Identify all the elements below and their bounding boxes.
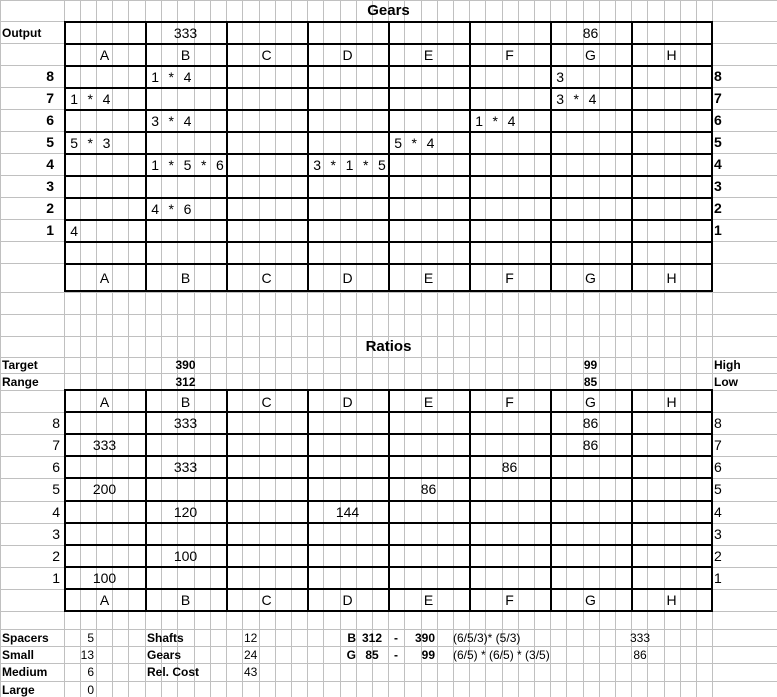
count-label-spacers[interactable]: Spacers (2, 630, 49, 645)
gears-col-header-f[interactable]: F (505, 46, 514, 63)
gear-cell-7-a-2[interactable]: 4 (102, 90, 111, 107)
range-high-b[interactable]: 390 (414, 630, 435, 645)
ratios-row-label-right-2[interactable]: 2 (714, 548, 722, 564)
range-high-g[interactable]: 99 (421, 647, 435, 662)
ratios-col-footer-c[interactable]: C (261, 592, 272, 608)
range-shaft-b[interactable]: B (347, 630, 356, 645)
ratios-row-label-8[interactable]: 8 (52, 415, 60, 431)
gear-cell-6-f-2[interactable]: 4 (507, 112, 516, 129)
ratio-value-5-e[interactable]: 86 (420, 481, 437, 497)
ratios-col-footer-f[interactable]: F (505, 592, 514, 608)
gear-cell-4-d-3[interactable]: * (362, 156, 369, 173)
gear-cell-4-b-4[interactable]: 6 (215, 156, 224, 173)
gear-cell-6-b-2[interactable]: 4 (183, 112, 192, 129)
ratio-value-4-b[interactable]: 120 (173, 504, 198, 520)
gears-row-label-right-6[interactable]: 6 (714, 112, 722, 128)
ratios-col-header-b[interactable]: B (180, 393, 191, 410)
ratio-value-4-d[interactable]: 144 (335, 504, 360, 520)
gears-col-footer-d[interactable]: D (342, 269, 353, 286)
gear-cell-4-b-2[interactable]: 5 (183, 156, 192, 173)
gear-cell-4-d-4[interactable]: 5 (377, 156, 386, 173)
gears-row-label-7[interactable]: 7 (46, 90, 54, 106)
gears-col-footer-c[interactable]: C (261, 269, 272, 286)
gears-table-border (64, 175, 713, 177)
gear-cell-6-b-1[interactable]: * (168, 112, 174, 129)
ratios-col-footer-b[interactable]: B (180, 592, 191, 608)
ratios-row-label-4[interactable]: 4 (52, 504, 60, 520)
gears-row-label-1[interactable]: 1 (46, 222, 54, 238)
ratios-col-header-a[interactable]: A (99, 393, 110, 410)
gear-cell-2-b-0[interactable]: 4 (151, 200, 159, 217)
gear-cell-6-f-1[interactable]: * (492, 112, 498, 129)
gears-col-header-c[interactable]: C (261, 46, 272, 63)
output-value-b[interactable]: 333 (173, 25, 198, 41)
ratios-col-header-e[interactable]: E (423, 393, 434, 410)
ratios-row-label-2[interactable]: 2 (52, 548, 60, 564)
gears-row-label-5[interactable]: 5 (46, 134, 54, 150)
gears-row-label-4[interactable]: 4 (46, 156, 54, 172)
stat-label-gears[interactable]: Gears (147, 647, 182, 662)
ratios-col-header-d[interactable]: D (342, 393, 353, 410)
ratios-row-label-right-5[interactable]: 5 (714, 481, 722, 497)
gridline-horizontal (0, 681, 777, 682)
gear-cell-5-e-0[interactable]: 5 (394, 134, 402, 151)
count-label-large[interactable]: Large (2, 682, 35, 697)
ratios-row-label-right-4[interactable]: 4 (714, 504, 722, 520)
gears-row-label-2[interactable]: 2 (46, 200, 54, 216)
stat-label-rel-cost[interactable]: Rel. Cost (147, 664, 200, 679)
output-label[interactable]: Output (2, 26, 42, 40)
low-label[interactable]: Low (714, 374, 738, 389)
gears-row-label-right-2[interactable]: 2 (714, 200, 722, 216)
gear-cell-4-b-3[interactable]: * (200, 156, 207, 173)
gear-cell-8-g-0[interactable]: 3 (556, 68, 564, 85)
ratio-value-8-g[interactable]: 86 (582, 415, 599, 431)
count-value-medium[interactable]: 6 (87, 664, 94, 679)
gears-row-label-8[interactable]: 8 (46, 68, 54, 84)
range-sep-b[interactable]: - (394, 630, 398, 645)
gear-cell-4-d-0[interactable]: 3 (313, 156, 321, 173)
gear-cell-4-d-1[interactable]: * (330, 156, 336, 173)
stat-value-shafts[interactable]: 12 (244, 630, 258, 645)
ratios-col-footer-a[interactable]: A (99, 592, 110, 608)
range-label[interactable]: Range (2, 374, 39, 389)
gears-col-header-b[interactable]: B (180, 46, 191, 63)
gears-col-header-a[interactable]: A (99, 46, 110, 63)
range-formula-b[interactable]: (6/5/3)* (5/3) (453, 630, 521, 645)
gear-cell-8-b-0[interactable]: 1 (151, 68, 159, 85)
gear-cell-5-a-2[interactable]: 3 (102, 134, 111, 151)
gears-table-border (64, 131, 713, 133)
ratio-value-1-a[interactable]: 100 (92, 570, 117, 586)
ratios-row-label-5[interactable]: 5 (52, 481, 60, 497)
ratio-value-2-b[interactable]: 100 (173, 548, 198, 564)
stat-value-rel-cost[interactable]: 43 (244, 664, 258, 679)
gear-cell-5-e-1[interactable]: * (411, 134, 417, 151)
gridline-horizontal (0, 292, 777, 293)
gear-cell-7-a-1[interactable]: * (87, 90, 93, 107)
gear-cell-7-g-1[interactable]: * (573, 90, 579, 107)
gear-cell-5-a-0[interactable]: 5 (70, 134, 78, 151)
ratio-value-6-b[interactable]: 333 (173, 459, 198, 475)
ratio-value-6-f[interactable]: 86 (501, 459, 518, 475)
gridline-horizontal (0, 373, 777, 374)
ratio-value-7-a[interactable]: 333 (92, 437, 117, 453)
gears-col-header-g[interactable]: G (585, 46, 596, 63)
target-value-b[interactable]: 390 (175, 358, 196, 372)
gears-col-footer-f[interactable]: F (505, 269, 514, 286)
stat-value-gears[interactable]: 24 (244, 647, 258, 662)
gear-cell-1-a-0[interactable]: 4 (70, 222, 78, 239)
range-formula-g[interactable]: (6/5) * (6/5) * (3/5) (453, 647, 550, 662)
gear-cell-4-b-1[interactable]: * (168, 156, 174, 173)
range-low-g[interactable]: 85 (365, 647, 379, 662)
count-value-small[interactable]: 13 (80, 647, 94, 662)
range-result-g[interactable]: 86 (633, 647, 647, 662)
count-value-spacers[interactable]: 5 (87, 630, 94, 645)
ratios-row-label-7[interactable]: 7 (52, 437, 60, 453)
gears-table-border (64, 87, 713, 89)
gridline-horizontal (0, 357, 777, 358)
ratios-row-label-right-1[interactable]: 1 (714, 570, 722, 586)
gear-cell-5-a-1[interactable]: * (87, 134, 93, 151)
target-label[interactable]: Target (2, 358, 38, 372)
ratios-col-header-c[interactable]: C (261, 393, 272, 410)
gears-col-footer-b[interactable]: B (180, 269, 191, 286)
range-sep-g[interactable]: - (394, 647, 398, 662)
ratios-col-footer-g[interactable]: G (585, 592, 596, 608)
gear-cell-8-b-1[interactable]: * (168, 68, 174, 85)
gridline-horizontal (0, 663, 777, 664)
gears-col-header-h[interactable]: H (666, 46, 677, 63)
gears-col-header-d[interactable]: D (342, 46, 353, 63)
range-value-g[interactable]: 85 (583, 374, 598, 389)
gears-title[interactable]: Gears (367, 2, 410, 19)
ratios-row-label-3[interactable]: 3 (52, 526, 60, 542)
ratios-row-label-right-7[interactable]: 7 (714, 437, 722, 453)
ratios-row-label-right-3[interactable]: 3 (714, 526, 722, 542)
ratios-title[interactable]: Ratios (365, 338, 412, 355)
gear-cell-4-b-0[interactable]: 1 (151, 156, 159, 173)
range-low-b[interactable]: 312 (361, 630, 383, 645)
ratios-row-label-6[interactable]: 6 (52, 459, 60, 475)
gears-table-border (64, 241, 713, 243)
gear-cell-6-b-0[interactable]: 3 (151, 112, 159, 129)
ratios-row-label-right-6[interactable]: 6 (714, 459, 722, 475)
gears-row-label-3[interactable]: 3 (46, 178, 54, 194)
gears-col-footer-h[interactable]: H (666, 269, 677, 286)
gear-cell-2-b-2[interactable]: 6 (183, 200, 192, 217)
ratios-row-label-right-8[interactable]: 8 (714, 415, 722, 431)
gear-cell-7-a-0[interactable]: 1 (70, 90, 78, 107)
output-value-g[interactable]: 86 (582, 25, 599, 41)
gear-cell-7-g-0[interactable]: 3 (556, 90, 564, 107)
gears-row-label-right-3[interactable]: 3 (714, 178, 722, 194)
range-shaft-g[interactable]: G (346, 647, 356, 662)
ratio-value-5-a[interactable]: 200 (92, 481, 117, 497)
gear-cell-5-e-2[interactable]: 4 (426, 134, 435, 151)
gears-col-footer-e[interactable]: E (423, 269, 434, 286)
gears-row-label-right-1[interactable]: 1 (714, 222, 722, 238)
count-label-medium[interactable]: Medium (2, 664, 48, 679)
gears-table-border (64, 219, 713, 221)
gear-cell-8-b-2[interactable]: 4 (183, 68, 192, 85)
gears-col-footer-a[interactable]: A (99, 269, 110, 286)
high-label[interactable]: High (714, 358, 741, 372)
ratio-value-8-b[interactable]: 333 (173, 415, 198, 431)
range-value-b[interactable]: 312 (175, 374, 196, 389)
ratios-col-header-f[interactable]: F (505, 393, 514, 410)
target-value-g[interactable]: 99 (583, 358, 598, 372)
stat-label-shafts[interactable]: Shafts (147, 630, 184, 645)
gears-row-label-right-8[interactable]: 8 (714, 68, 722, 84)
count-value-large[interactable]: 0 (87, 682, 94, 697)
gears-row-label-right-7[interactable]: 7 (714, 90, 722, 106)
gears-row-label-6[interactable]: 6 (46, 112, 54, 128)
ratios-row-label-1[interactable]: 1 (52, 570, 60, 586)
count-label-small[interactable]: Small (2, 647, 35, 662)
gridline-horizontal (0, 314, 777, 315)
ratios-col-header-g[interactable]: G (585, 393, 596, 410)
ratios-col-footer-e[interactable]: E (423, 592, 434, 608)
gears-col-footer-g[interactable]: G (585, 269, 596, 286)
gears-row-label-right-4[interactable]: 4 (714, 156, 722, 172)
ratios-col-footer-h[interactable]: H (666, 592, 677, 608)
ratio-value-7-g[interactable]: 86 (582, 437, 599, 453)
ratios-col-footer-d[interactable]: D (342, 592, 353, 608)
gear-cell-7-g-2[interactable]: 4 (588, 90, 597, 107)
ratios-col-header-h[interactable]: H (666, 393, 677, 410)
gear-cell-2-b-1[interactable]: * (168, 200, 174, 217)
range-result-b[interactable]: 333 (629, 630, 651, 645)
gear-cell-4-d-2[interactable]: 1 (345, 156, 354, 173)
gear-cell-6-f-0[interactable]: 1 (475, 112, 483, 129)
gears-col-header-e[interactable]: E (423, 46, 434, 63)
gears-row-label-right-5[interactable]: 5 (714, 134, 722, 150)
